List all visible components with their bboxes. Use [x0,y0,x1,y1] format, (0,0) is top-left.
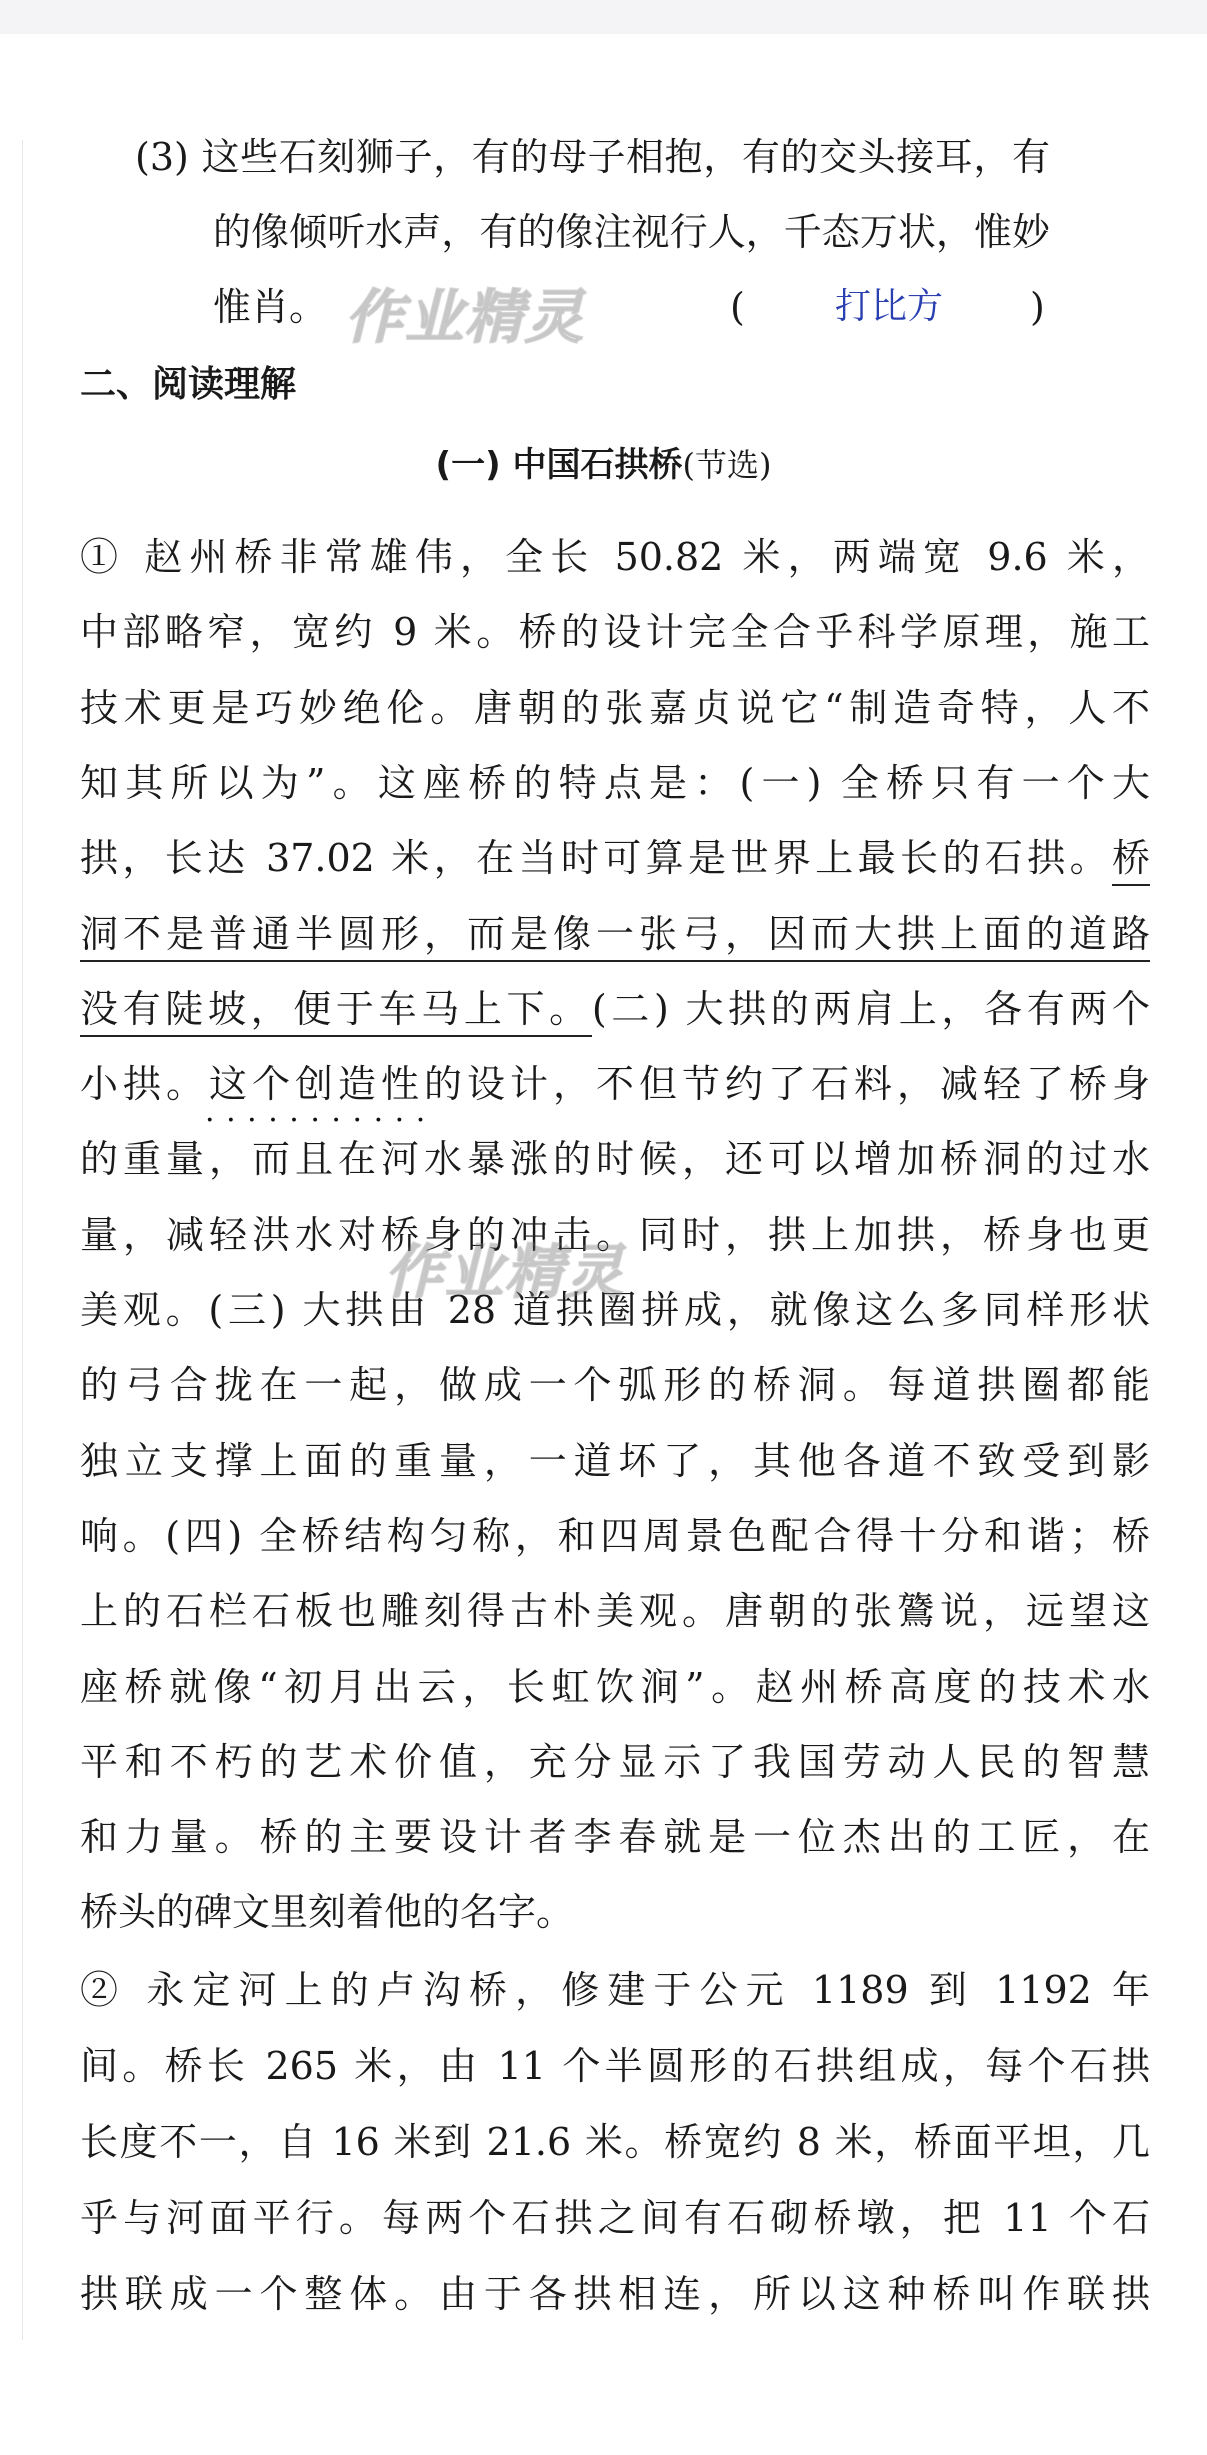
paragraph2-line [80,2117,1150,2167]
text-segment: 上的石栏石板也雕刻得古朴美观。唐朝的张鷟说，远望这 [80,1589,1150,1634]
paragraph1-line [80,1511,1150,1561]
paragraph1-line [80,1059,1150,1109]
text-segment: 桥头的碑文里刻着他的名字。 [80,1890,575,1935]
question3-line-2: 的像倾听水声，有的像注视行人，千态万状，惟妙 [213,210,1050,254]
section-heading: 二、阅读理解 [80,364,297,405]
paragraph1-line [80,532,1150,582]
paragraph2-line [80,2193,1150,2243]
text-segment: 的重量，而且在河水暴涨的时候，还可以增加桥洞的过水 [80,1137,1150,1182]
paragraph1-line [80,984,1150,1034]
text-segment: 知其所以为”。这座桥的特点是：(一) 全桥只有一个大 [80,760,1150,805]
text-segment: 的弓合拢在一起，做成一个弧形的桥洞。每道拱圈都能 [80,1363,1150,1408]
paragraph1-line [80,1586,1150,1636]
text-segment: 小拱。 [80,1062,209,1107]
underlined-text: 桥 [1112,836,1150,886]
text-segment: 技术更是巧妙绝伦。唐朝的张嘉贞说它“制造奇特，人不 [80,685,1150,730]
answer-text: 打比方 [835,286,944,327]
dotted-emphasis-text: 这个创造性的设计 · · · [209,1062,553,1106]
paragraph1-line [80,758,1150,808]
paragraph2-line [80,2041,1150,2091]
article-title-note: (节选) [682,446,772,484]
answer-paren-close: ) [1030,285,1045,329]
text-segment: 和力量。桥的主要设计者李春就是一位杰出的工匠，在 [80,1815,1150,1860]
text-segment: 平和不朽的艺术价值，充分显示了我国劳动人民的智慧 [80,1739,1150,1784]
text-segment: 中部略窄，宽约 9 米。桥的设计完全合乎科学原理，施工 [80,610,1150,655]
answer-paren-open: ( [730,285,745,329]
paragraph1-line [80,1812,1150,1862]
text-segment: 量，减轻洪水对桥身的冲击。同时，拱上加拱，桥身也更 [80,1212,1150,1257]
paragraph1-line [80,1662,1150,1712]
text-segment: 拱联成一个整体。由于各拱相连，所以这种桥叫作联拱 [80,2272,1150,2316]
text-segment: 美观。(三) 大拱由 28 道拱圈拼成，就像这么多同样形状 [80,1288,1150,1332]
paragraph1-line [80,1737,1150,1787]
text-segment: 长度不一，自 16 米到 21.6 米。桥宽约 8 米，桥面平坦，几 [80,2120,1150,2164]
underlined-text: 没有陡坡，便于车马上下。 [80,987,592,1037]
paragraph1-line [80,833,1150,883]
paragraph1-line [80,1436,1150,1486]
text-segment: 座桥就像“初月出云，长虹饮涧”。赵州桥高度的技术水 [80,1664,1150,1709]
top-bar [0,0,1207,34]
paragraph1-line [80,607,1150,657]
watermark: 作业精灵 [385,1238,626,1306]
paragraph1-line [80,1134,1150,1184]
article-title [0,440,1207,490]
text-segment: ，不但节约了石料，减轻了桥身 [553,1062,1150,1107]
paragraph1-line [80,1887,574,1937]
text-segment: (二) 大拱的两肩上，各有两个 [591,986,1150,1031]
text-segment: ② 永定河上的卢沟桥，修建于公元 1189 到 1192 年 [80,1968,1150,2012]
paragraph2-line [80,2269,1150,2319]
watermark: 作业精灵 [345,283,586,351]
text-segment: 独立支撑上面的重量，一道坏了，其他各道不致受到影 [80,1438,1150,1483]
underlined-text: 洞不是普通半圆形，而是像一张弓，因而大拱上面的道路 [80,912,1150,962]
text-segment: 拱，长达 37.02 米，在当时可算是世界上最长的石拱。 [80,836,1112,881]
paragraph1-line [80,683,1150,733]
text-segment: 间。桥长 265 米，由 11 个半圆形的石拱组成，每个石拱 [80,2044,1150,2088]
article-title-main: (一) 中国石拱桥 [435,445,683,485]
text-segment: 响。(四) 全桥结构匀称，和四周景色配合得十分和谐；桥 [80,1513,1150,1558]
question3-line-3: 惟肖。 [213,285,328,329]
paragraph1-line [80,909,1150,959]
question3-line-1: (3) 这些石刻狮子，有的母子相抱，有的交头接耳，有 [135,135,1050,179]
paragraph1-line [80,1360,1150,1410]
text-segment: 乎与河面平行。每两个石拱之间有石砌桥墩，把 11 个石 [80,2196,1150,2240]
paragraph2-line [80,1965,1150,2015]
text-segment: ① 赵州桥非常雄伟，全长 50.82 米，两端宽 9.6 米， [80,535,1150,579]
